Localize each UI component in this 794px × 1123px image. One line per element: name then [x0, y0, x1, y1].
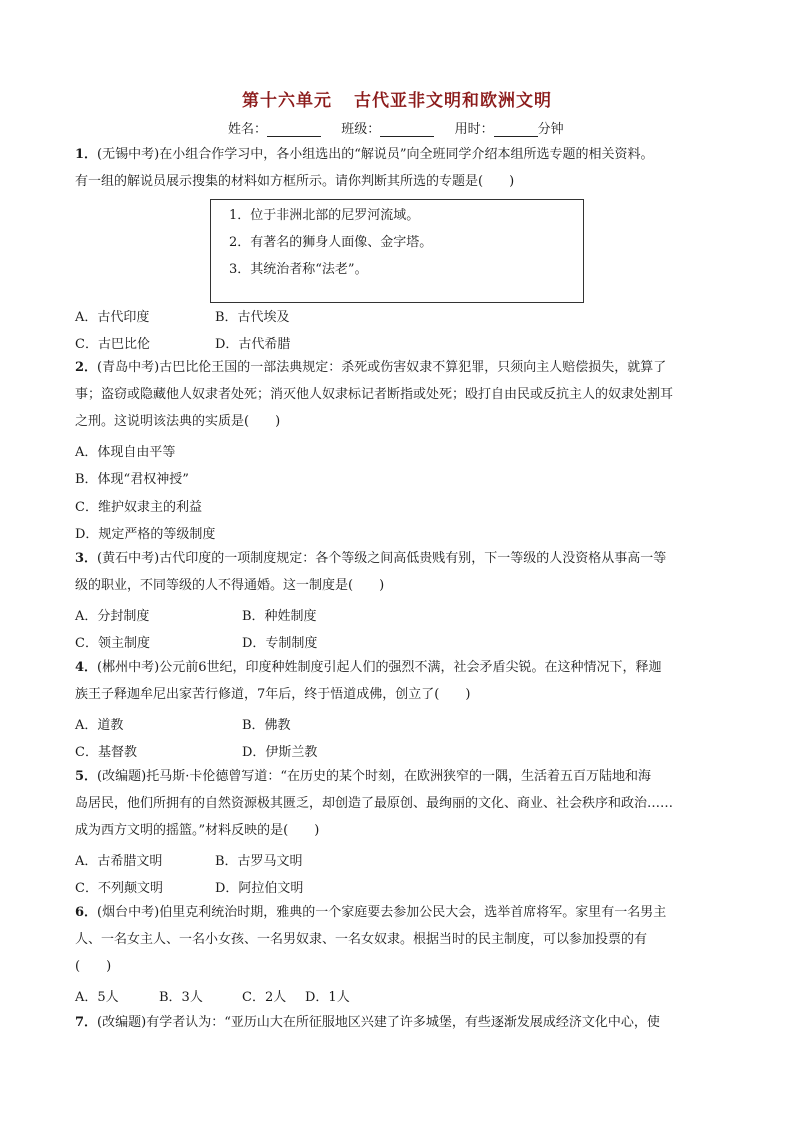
- q1-option-b[interactable]: B．古代埃及: [215, 310, 290, 325]
- q6-text-3: ( ): [75, 959, 112, 974]
- q6-line-3: [75, 958, 111, 976]
- q5-option-c[interactable]: C．不列颠文明: [75, 881, 163, 896]
- name-label: 姓名：: [228, 122, 268, 137]
- q5-line-2: [75, 795, 673, 813]
- q2-line-1: [75, 359, 666, 377]
- q2-option-b[interactable]: B．体现“君权神授”: [75, 472, 189, 487]
- box-item-3: 3．其统治者称“法老”。: [229, 262, 368, 277]
- q1-text-1: (无锡中考)在小组合作学习中，各小组选出的“解说员”向全班同学介绍本组所选专题的相关资料。: [97, 147, 654, 162]
- q6-option-d[interactable]: D．1人: [305, 990, 350, 1005]
- title-unit: 第十六单元: [242, 91, 332, 111]
- q4-line-2: [75, 686, 470, 704]
- q2-number: 2．: [75, 360, 98, 375]
- q5-line-3: [75, 822, 319, 840]
- q3-option-a[interactable]: A．分封制度: [75, 609, 150, 624]
- q1-number: 1．: [75, 147, 98, 162]
- q2-option-a[interactable]: A．体现自由平等: [75, 445, 176, 460]
- q1-option-a[interactable]: A．古代印度: [75, 310, 150, 325]
- q3-text-1: (黄石中考)古代印度的一项制度规定：各个等级之间高低贵贱有别，下一等级的人没资格从事高一等: [97, 551, 667, 566]
- time-blank[interactable]: [494, 122, 538, 137]
- q5-number: 5．: [75, 769, 98, 784]
- page-title: [0, 86, 794, 111]
- q1-option-c[interactable]: C．古巴比伦: [75, 337, 150, 352]
- q2-line-3: [75, 413, 280, 431]
- q4-option-d[interactable]: D．伊斯兰教: [242, 745, 318, 760]
- q3-option-b[interactable]: B．种姓制度: [242, 609, 317, 624]
- name-blank[interactable]: [267, 122, 321, 137]
- q1-text-2: 有一组的解说员展示搜集的材料如方框所示。请你判断其所选的专题是( ): [75, 174, 515, 189]
- q6-line-1: [75, 904, 666, 922]
- q3-line-1: [75, 550, 666, 568]
- q6-option-c[interactable]: C．2人: [242, 990, 287, 1005]
- q1-option-d[interactable]: D．古代希腊: [215, 337, 291, 352]
- q2-text-2: 事；盗窃或隐藏他人奴隶者处死；消灭他人奴隶标记者断指或处死；殴打自由民或反抗主人的奴隶处割耳: [75, 387, 674, 402]
- q4-number: 4．: [75, 660, 98, 675]
- q4-text-1: (郴州中考)公元前6世纪，印度种姓制度引起人们的强烈不满，社会矛盾尖锐。在这种情况下，释迦: [97, 660, 662, 675]
- time-unit: 分钟: [537, 122, 564, 137]
- q7-line-1: [75, 1014, 660, 1032]
- q1-line-2: [75, 173, 514, 191]
- q7-number: 7．: [75, 1015, 98, 1030]
- q3-text-2: 级的职业，不同等级的人不得通婚。这一制度是( ): [75, 578, 385, 593]
- q2-text-1: (青岛中考)古巴比伦王国的一部法典规定：杀死或伤害奴隶不算犯罪，只须向主人赔偿损失，就算了: [97, 360, 667, 375]
- q5-line-1: [75, 768, 651, 786]
- q5-text-3: 成为西方文明的摇篮。”材料反映的是( ): [75, 823, 320, 838]
- q5-text-1: (改编题)托马斯·卡伦德曾写道：“在历史的某个时刻，在欧洲狭窄的一隅，生活着五百万陆地和海: [97, 769, 651, 784]
- q3-line-2: [75, 577, 384, 595]
- q5-text-2: 岛居民，他们所拥有的自然资源极其匮乏，却创造了最原创、最绚丽的文化、商业、社会秩序和政治……: [75, 796, 674, 811]
- q5-option-b[interactable]: B．古罗马文明: [215, 854, 303, 869]
- q3-number: 3．: [75, 551, 98, 566]
- q1-material-box: [210, 199, 584, 303]
- q6-option-a[interactable]: A．5人: [75, 990, 119, 1005]
- box-item-1: 1．位于非洲北部的尼罗河流域。: [229, 208, 420, 223]
- q6-number: 6．: [75, 905, 98, 920]
- q4-option-b[interactable]: B．佛教: [242, 718, 291, 733]
- q5-option-d[interactable]: D．阿拉伯文明: [215, 881, 304, 896]
- q2-option-d[interactable]: D．规定严格的等级制度: [75, 527, 216, 542]
- q6-text-1: (烟台中考)伯里克利统治时期，雅典的一个家庭要去参加公民大会，选举首席将军。家里有一名男主: [97, 905, 667, 920]
- q1-line-1: [75, 146, 653, 164]
- student-info-line: [228, 118, 564, 137]
- q2-option-c[interactable]: C．维护奴隶主的利益: [75, 500, 202, 515]
- q6-option-b[interactable]: B．3人: [159, 990, 203, 1005]
- q4-option-c[interactable]: C．基督教: [75, 745, 137, 760]
- time-label: 用时：: [454, 122, 494, 137]
- class-label: 班级：: [341, 122, 381, 137]
- q3-option-d[interactable]: D．专制制度: [242, 636, 318, 651]
- title-topic: 古代亚非文明和欧洲文明: [354, 91, 552, 111]
- box-item-2: 2．有著名的狮身人面像、金字塔。: [229, 235, 433, 250]
- q4-option-a[interactable]: A．道教: [75, 718, 124, 733]
- q3-option-c[interactable]: C．领主制度: [75, 636, 150, 651]
- q4-line-1: [75, 659, 661, 677]
- q2-text-3: 之刑。这说明该法典的实质是( ): [75, 414, 281, 429]
- q5-option-a[interactable]: A．古希腊文明: [75, 854, 163, 869]
- q6-line-2: [75, 931, 647, 949]
- q4-text-2: 族王子释迦牟尼出家苦行修道，7年后，终于悟道成佛，创立了( ): [75, 687, 471, 702]
- q2-line-2: [75, 386, 673, 404]
- class-blank[interactable]: [380, 122, 434, 137]
- q7-text-1: (改编题)有学者认为：“亚历山大在所征服地区兴建了许多城堡，有些逐渐发展成经济文化中心，使: [97, 1015, 660, 1030]
- q6-text-2: 人、一名女主人、一名小女孩、一名男奴隶、一名女奴隶。根据当时的民主制度，可以参加投票的有: [75, 932, 648, 947]
